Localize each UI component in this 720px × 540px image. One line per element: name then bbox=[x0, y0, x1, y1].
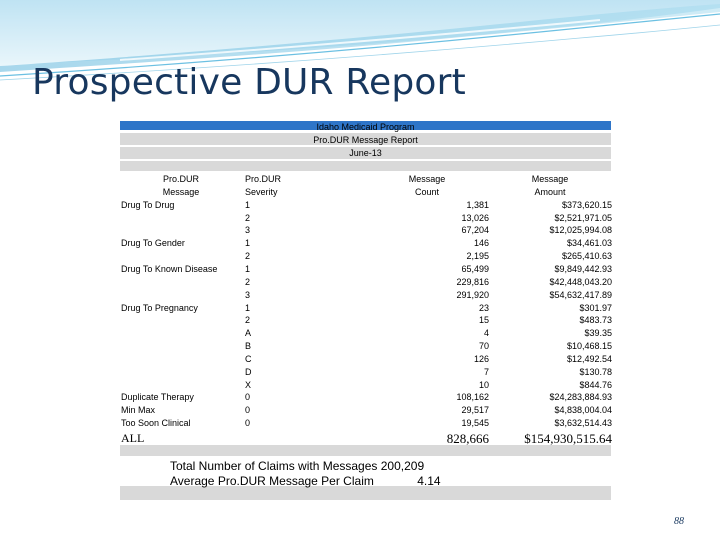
col-header-count: Message bbox=[408, 174, 446, 184]
row-count: 19,545 bbox=[461, 418, 489, 429]
row-amount: $42,448,043.20 bbox=[549, 276, 612, 287]
col-header-severity: Pro.DUR bbox=[245, 174, 282, 184]
row-message: Too Soon Clinical bbox=[121, 418, 191, 429]
row-severity: 0 bbox=[245, 405, 251, 416]
average-label: Average Pro.DUR Message Per Claim bbox=[170, 474, 374, 488]
row-count: 291,920 bbox=[456, 289, 489, 300]
row-count: 67,204 bbox=[461, 225, 489, 236]
row-message: Min Max bbox=[121, 405, 156, 416]
row-count: 7 bbox=[483, 366, 489, 377]
row-message: Drug To Known Disease bbox=[121, 263, 218, 274]
row-amount: $54,632,417.89 bbox=[549, 289, 612, 300]
average-value: 4.14 bbox=[417, 474, 441, 488]
row-amount: $844.76 bbox=[579, 379, 612, 390]
col-header-severity: Severity bbox=[245, 186, 278, 197]
row-message: Drug To Gender bbox=[121, 238, 185, 249]
total-amount: $154,930,515.64 bbox=[524, 431, 612, 446]
row-severity: 2 bbox=[245, 251, 251, 262]
row-amount: $483.73 bbox=[579, 315, 612, 326]
col-header-message: Message bbox=[162, 186, 200, 197]
row-severity: 1 bbox=[245, 238, 251, 249]
row-amount: $3,632,514.43 bbox=[554, 418, 612, 429]
row-severity: X bbox=[245, 379, 252, 390]
slide-title: Prospective DUR Report bbox=[32, 62, 466, 103]
row-count: 10 bbox=[478, 379, 489, 390]
row-amount: $9,849,442.93 bbox=[554, 263, 612, 274]
col-header-amount: Amount bbox=[534, 186, 566, 197]
report-period: June-13 bbox=[349, 148, 382, 158]
claims-value: 200,209 bbox=[380, 459, 425, 473]
row-count: 65,499 bbox=[461, 263, 489, 274]
row-amount: $2,521,971.05 bbox=[554, 212, 612, 223]
row-amount: $12,492.54 bbox=[566, 353, 612, 364]
row-count: 108,162 bbox=[456, 392, 489, 403]
row-count: 1,381 bbox=[466, 199, 489, 210]
row-message: Drug To Drug bbox=[121, 199, 175, 210]
row-severity: 1 bbox=[245, 302, 251, 313]
total-count: 828,666 bbox=[446, 431, 489, 446]
row-severity: D bbox=[245, 366, 252, 377]
average-summary bbox=[170, 473, 441, 489]
row-amount: $301.97 bbox=[579, 302, 612, 313]
row-severity: 1 bbox=[245, 263, 251, 274]
row-amount: $10,468.15 bbox=[566, 341, 612, 352]
row-count: 2,195 bbox=[466, 251, 489, 262]
col-header-amount: Message bbox=[531, 174, 569, 184]
row-severity: A bbox=[245, 328, 252, 339]
row-amount: $130.78 bbox=[579, 366, 612, 377]
row-amount: $373,620.15 bbox=[561, 199, 612, 210]
report-program-name: Idaho Medicaid Program bbox=[316, 122, 415, 132]
row-count: 15 bbox=[478, 315, 489, 326]
row-severity: 3 bbox=[245, 225, 251, 236]
page-number: 88 bbox=[674, 516, 684, 527]
total-label: ALL bbox=[121, 431, 145, 445]
row-amount: $24,283,884.93 bbox=[549, 392, 612, 403]
row-count: 13,026 bbox=[461, 212, 489, 223]
claims-summary bbox=[170, 458, 424, 474]
row-count: 23 bbox=[478, 302, 489, 313]
row-count: 126 bbox=[473, 353, 489, 364]
row-amount: $265,410.63 bbox=[561, 251, 612, 262]
col-header-count: Count bbox=[414, 186, 440, 197]
row-severity: 2 bbox=[245, 315, 251, 326]
report-table bbox=[120, 120, 611, 502]
row-count: 229,816 bbox=[456, 276, 489, 287]
row-severity: C bbox=[245, 353, 252, 364]
row-severity: 0 bbox=[245, 392, 251, 403]
row-severity: 0 bbox=[245, 418, 251, 429]
report-subtitle: Pro.DUR Message Report bbox=[313, 135, 418, 145]
row-severity: 2 bbox=[245, 276, 251, 287]
row-amount: $4,838,004.04 bbox=[554, 405, 612, 416]
row-amount: $12,025,994.08 bbox=[549, 225, 612, 236]
row-amount: $39.35 bbox=[584, 328, 612, 339]
row-amount: $34,461.03 bbox=[566, 238, 612, 249]
claims-label: Total Number of Claims with Messages bbox=[170, 459, 378, 473]
row-count: 146 bbox=[473, 238, 489, 249]
row-message: Duplicate Therapy bbox=[121, 392, 194, 403]
row-count: 70 bbox=[478, 341, 489, 352]
row-count: 4 bbox=[483, 328, 489, 339]
row-count: 29,517 bbox=[461, 405, 489, 416]
row-severity: 2 bbox=[245, 212, 251, 223]
row-severity: 3 bbox=[245, 289, 251, 300]
col-header-message: Pro.DUR bbox=[162, 174, 199, 184]
row-severity: B bbox=[245, 341, 252, 352]
row-message: Drug To Pregnancy bbox=[121, 302, 198, 313]
row-severity: 1 bbox=[245, 199, 251, 210]
